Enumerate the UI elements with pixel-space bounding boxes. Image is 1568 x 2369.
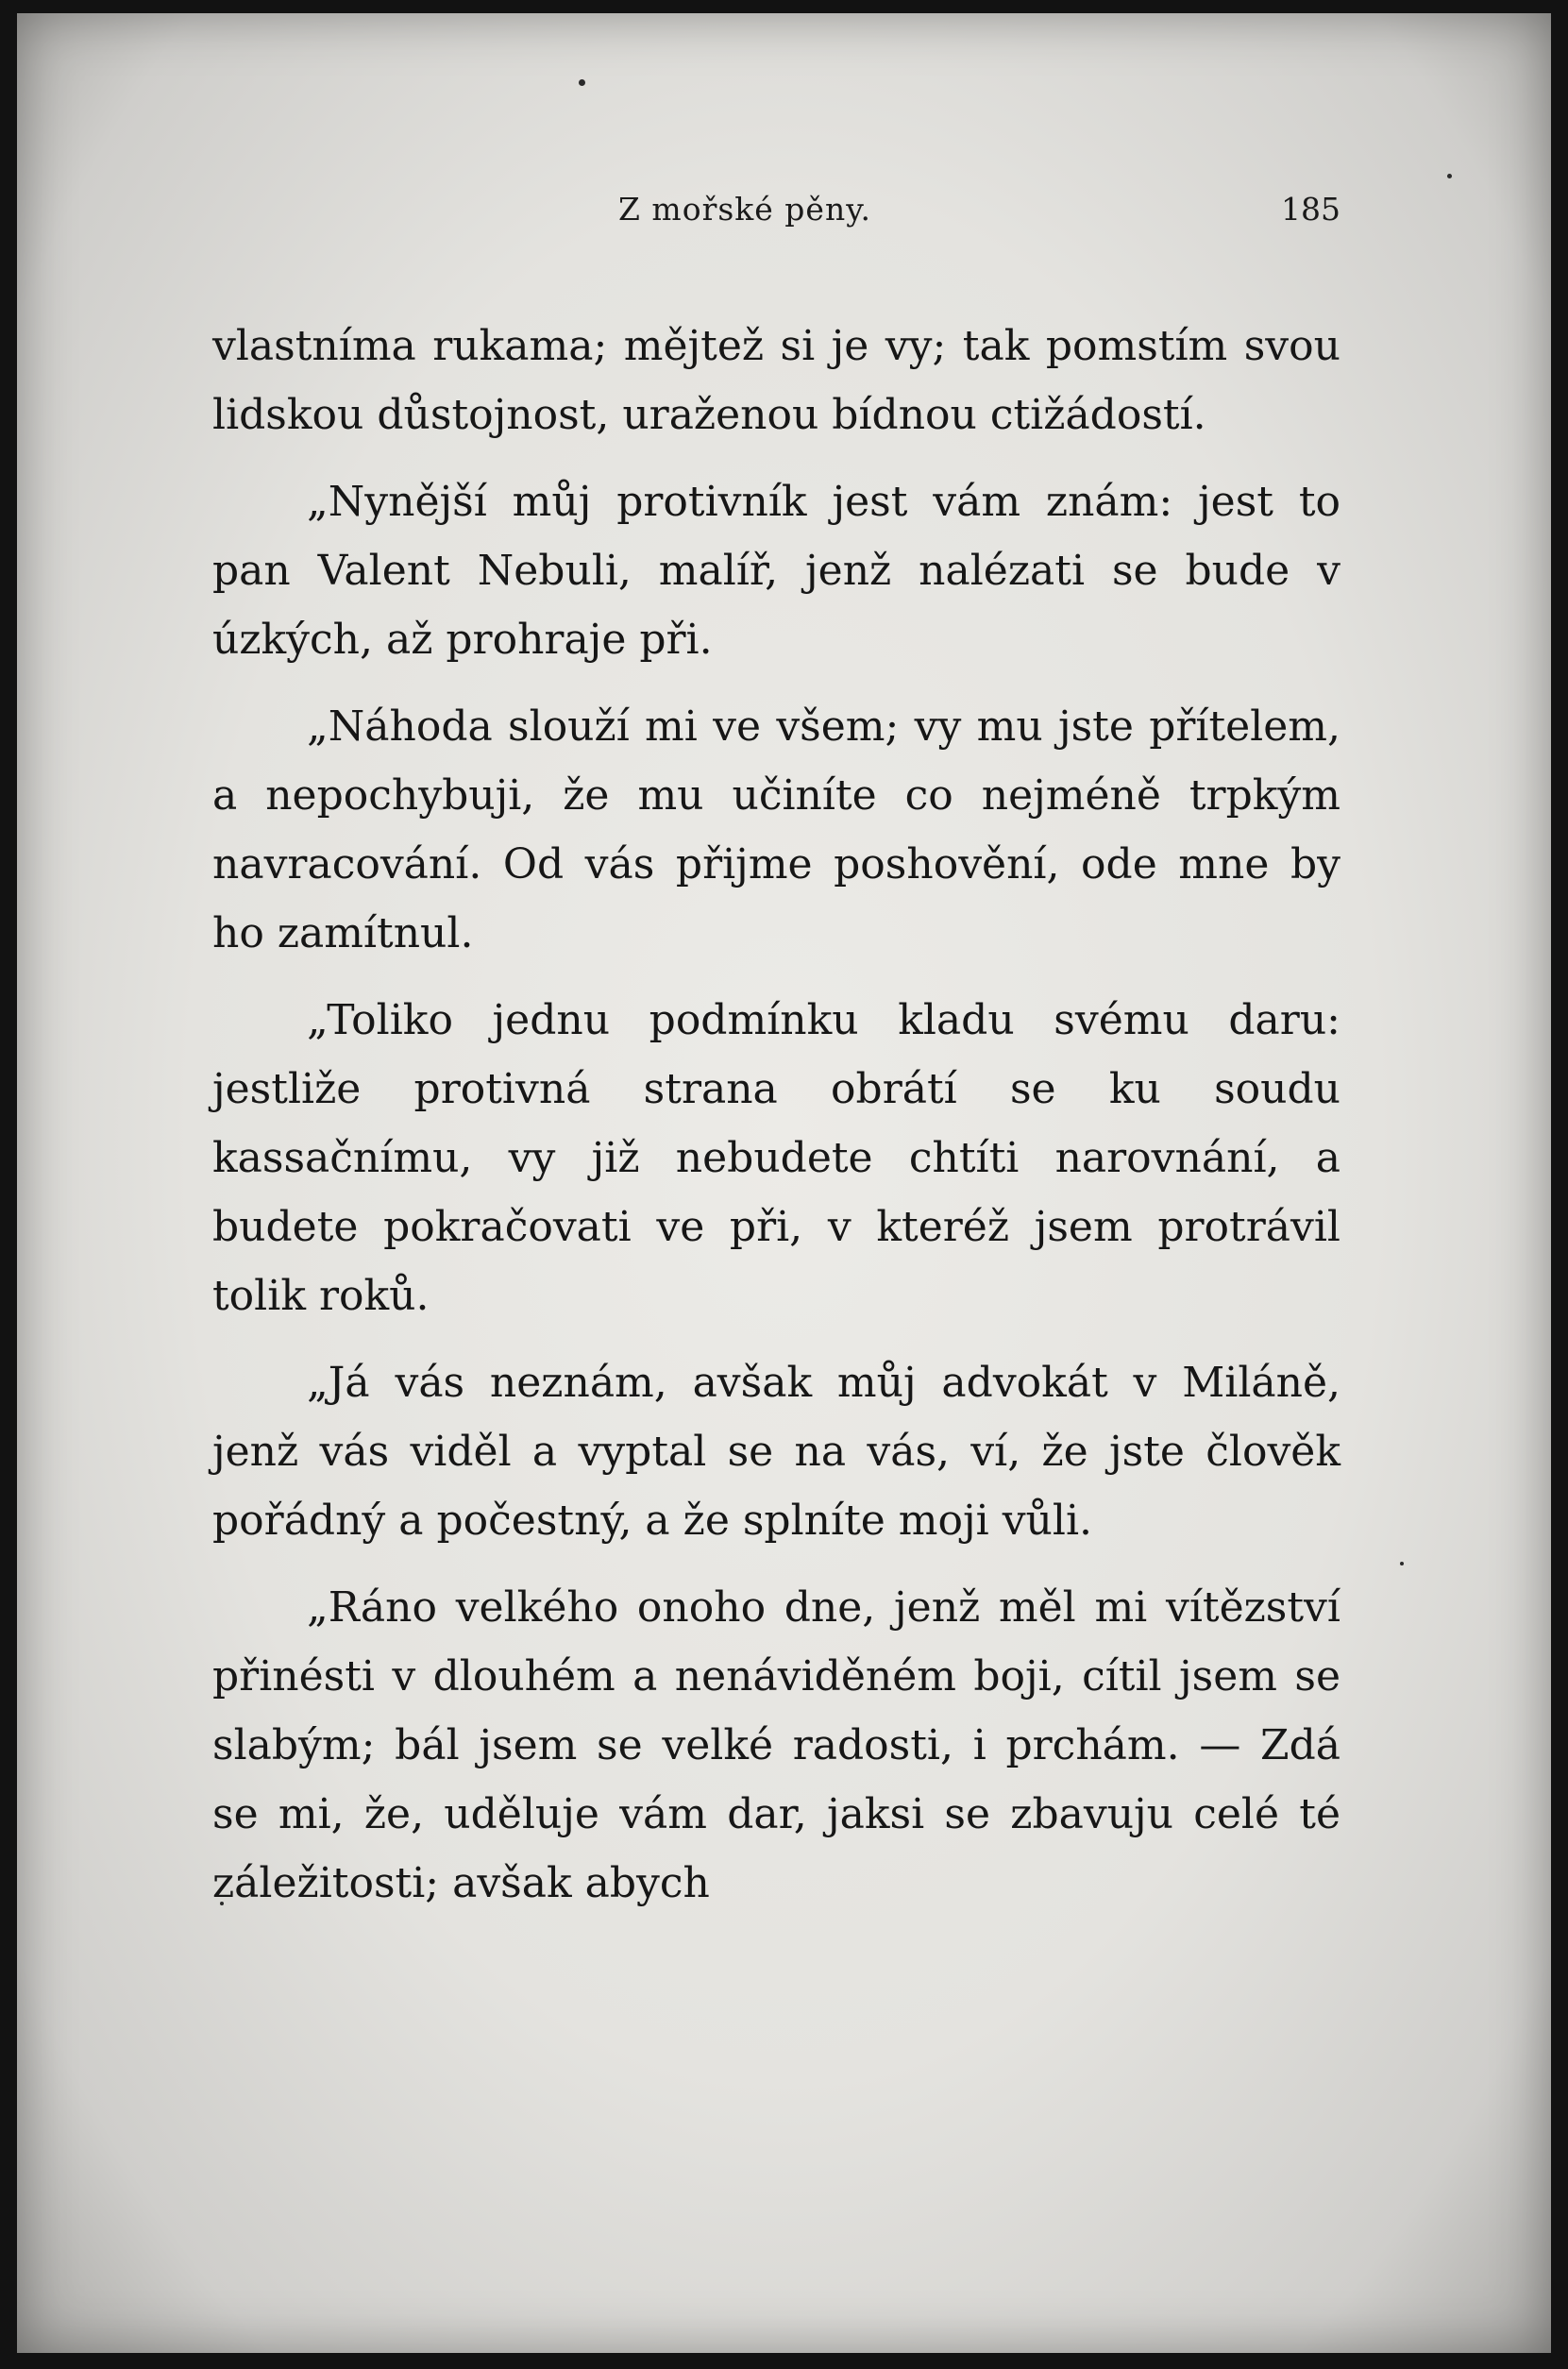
ink-speck	[1400, 1562, 1404, 1565]
running-title: Z mořské pěny.	[618, 191, 871, 228]
ink-speck	[579, 79, 585, 86]
paragraph: „Já vás neznám, avšak můj advokát v Miláně, jenž vás viděl a vyptal se na vás, ví, že jste člověk pořádný a počestný, a že splníte moji vůli.	[212, 1359, 1340, 1545]
body-text	[212, 312, 1340, 1936]
paragraph: „Ráno velkého onoho dne, jenž měl mi vítězství přinésti v dlouhém a nenáviděném boji, cítil jsem se slabým; bál jsem se velké radosti, i prchám. — Zdá se mi, že, uděluje vám dar, jaksi se zbavuju celé té záležitosti; avšak abych	[212, 1583, 1340, 1907]
page-number: 185	[1281, 191, 1340, 228]
ink-speck	[1447, 174, 1452, 178]
paragraph: „Náhoda slouží mi ve všem; vy mu jste přítelem, a nepochybuji, že mu učiníte co nejméně trpkým navracování. Od vás přijme poshovění, ode mne by ho zamítnul.	[212, 702, 1340, 957]
paragraph: „Toliko jednu podmínku kladu svému daru: jestliže protivná strana obrátí se ku soudu kassačnímu, vy již nebudete chtíti narovnání, a budete pokračovati ve při, v kteréž jsem protrávil tolik roků.	[212, 996, 1340, 1320]
paragraph: „Nynější můj protivník jest vám znám: jest to pan Valent Nebuli, malíř, jenž nalézati se bude v úzkých, až prohraje při.	[212, 478, 1340, 664]
paragraph: vlastníma rukama; mějtež si je vy; tak pomstím svou lidskou důstojnost, uraženou bídnou ctižádostí.	[212, 322, 1340, 439]
running-header	[212, 191, 1340, 247]
